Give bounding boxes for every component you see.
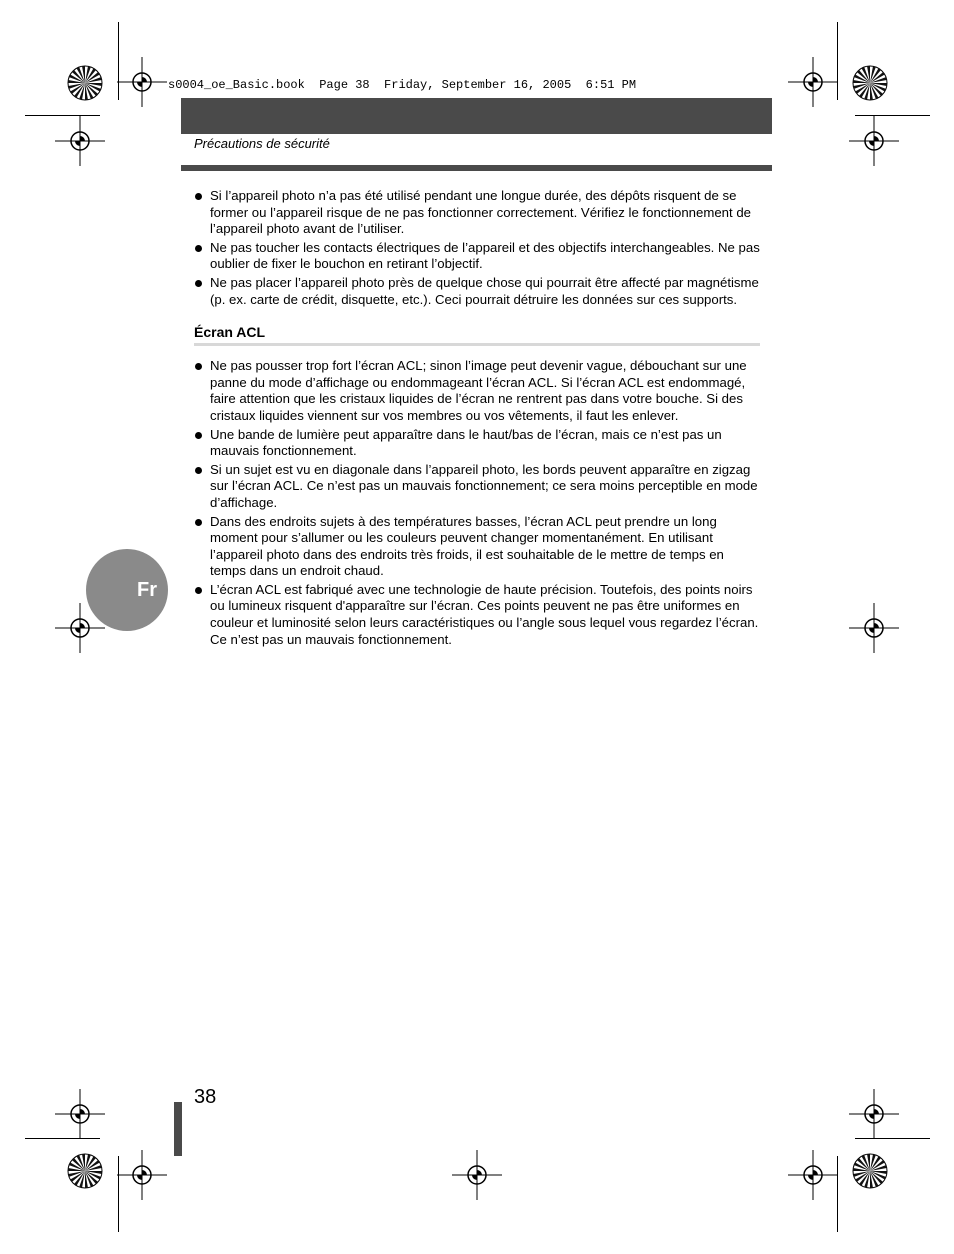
- main-content: [194, 188, 760, 650]
- list-item: [194, 188, 760, 238]
- list-item-text: Ne pas toucher les contacts électriques de l’appareil et des objectifs interchangeables. Ne pas oublier de fixer le bouchon en retirant l’objectif.: [210, 239, 760, 272]
- star-target-icon: [67, 65, 103, 101]
- list-item-text: L’écran ACL est fabriqué avec une technologie de haute précision. Toutefois, des points noirs ou lumineux risquent d'apparaître sur l’écran. Ces points peuvent ne pas être uniformes en couleur et luminosité selon leurs caractéristiques ou l’angle sous lequel vous regardez l’écran. Ce n’est pas un mauvais fonctionnement.: [210, 581, 759, 647]
- bullet-icon: [195, 193, 202, 200]
- list-item-text: Ne pas placer l’appareil photo près de quelque chose qui pourrait être affecté par magnétisme (p. ex. carte de crédit, disquette, etc.). Ceci pourrait détruire les données sur ces supports.: [210, 274, 759, 307]
- bullet-icon: [195, 587, 202, 594]
- lcd-heading: Écran ACL: [194, 324, 760, 346]
- language-tab-label: Fr: [137, 579, 157, 601]
- star-target-icon: [852, 65, 888, 101]
- star-target-icon: [852, 1153, 888, 1189]
- registration-mark-icon: [788, 57, 838, 107]
- section-title: Précautions de sécurité: [194, 136, 330, 151]
- bullet-icon: [195, 280, 202, 287]
- registration-mark-icon: [55, 603, 105, 653]
- list-item-text: Dans des endroits sujets à des températures basses, l’écran ACL peut prendre un long moment pour s’allumer ou les couleurs peuvent changer momentanément. En utilisant l’appareil photo dans des endroits très froids, il est souhaitable de le mettre de temps en temps dans un endroit chaud.: [210, 513, 724, 579]
- list-item: [194, 427, 760, 460]
- bullet-icon: [195, 467, 202, 474]
- registration-mark-icon: [452, 1150, 502, 1200]
- list-item: [194, 462, 760, 512]
- registration-mark-icon: [55, 116, 105, 166]
- registration-mark-icon: [849, 116, 899, 166]
- bullet-icon: [195, 245, 202, 252]
- list-item-text: Une bande de lumière peut apparaître dans le haut/bas de l’écran, mais ce n’est pas un mauvais fonctionnement.: [210, 426, 722, 459]
- registration-mark-icon: [117, 1150, 167, 1200]
- star-target-icon: [67, 1153, 103, 1189]
- list-item-text: Ne pas pousser trop fort l’écran ACL; sinon l’image peut devenir vague, débouchant sur une panne du mode d’affichage ou endommageant l’écran ACL. Si l’écran ACL est endommagé, faire attention que les cristaux liquides de l’écran ne rentrent pas dans votre bouche. Si des cristaux liquides viennent sur vos membres ou vos vêtements, il faut les enlever.: [210, 358, 747, 423]
- page-number: 38: [194, 1086, 217, 1108]
- list-item-text: Si un sujet est vu en diagonale dans l’appareil photo, les bords peuvent apparaître en zigzag sur l’écran ACL. Ce n’est pas un mauvais fonctionnement; ce sera moins perceptible en mode d’affichage.: [210, 461, 758, 510]
- bullet-icon: [195, 363, 202, 370]
- header-bar: [181, 98, 772, 134]
- print-header: s0004_oe_Basic.book Page 38 Friday, September 16, 2005 6:51 PM: [168, 78, 637, 92]
- list-item-text: Si l’appareil photo n’a pas été utilisé pendant une longue durée, des dépôts risquent de se former ou l’appareil risque de ne pas fonctionner correctement. Vérifiez le fonctionnement de l’appareil photo avant de l’utiliser.: [210, 188, 751, 237]
- registration-mark-icon: [849, 603, 899, 653]
- intro-list: [194, 188, 760, 308]
- registration-mark-icon: [788, 1150, 838, 1200]
- list-item: [194, 582, 760, 648]
- lcd-list: [194, 358, 760, 648]
- list-item: [194, 275, 760, 308]
- header-rule: [181, 165, 772, 171]
- list-item: [194, 514, 760, 580]
- list-item: [194, 358, 760, 424]
- bullet-icon: [195, 519, 202, 526]
- bullet-icon: [195, 432, 202, 439]
- registration-mark-icon: [117, 57, 167, 107]
- page-number-bar: [174, 1102, 182, 1156]
- registration-mark-icon: [55, 1089, 105, 1139]
- list-item: [194, 240, 760, 273]
- registration-mark-icon: [849, 1089, 899, 1139]
